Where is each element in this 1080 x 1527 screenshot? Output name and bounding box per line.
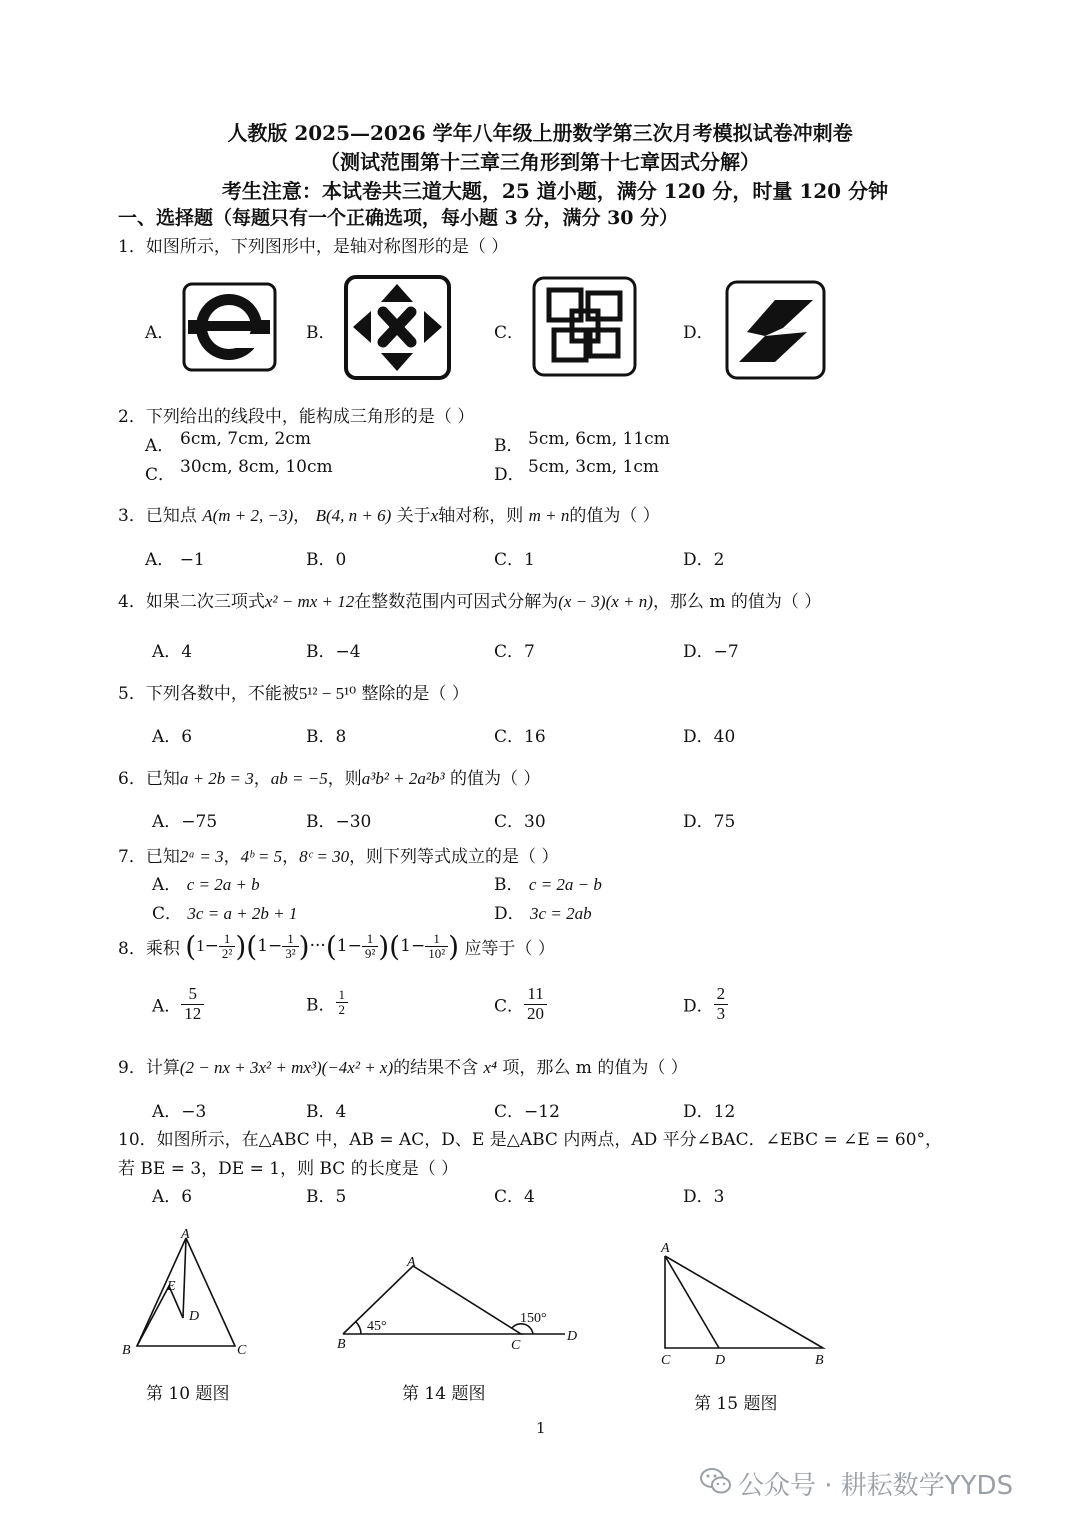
q4-option-d: D．−7 bbox=[683, 642, 739, 662]
q7-option-c: C． 3c = a + 2b + 1 bbox=[152, 904, 298, 924]
q6-option-b: B．−30 bbox=[306, 812, 372, 832]
q6-option-c: C．30 bbox=[494, 812, 546, 832]
figure-14-caption: 第 14 题图 bbox=[402, 1384, 486, 1404]
q3-expr: m + n bbox=[528, 506, 570, 525]
q7-option-d: D． 3c = 2ab bbox=[494, 904, 592, 924]
svg-text:D: D bbox=[189, 1309, 200, 1324]
page-number: 1 bbox=[536, 1419, 546, 1437]
figure-15-caption: 第 15 题图 bbox=[694, 1394, 778, 1414]
q5-expr: 5¹² − 5¹⁰ bbox=[298, 684, 357, 703]
s-shape-logo-icon bbox=[725, 280, 826, 380]
figure-10-caption: 第 10 题图 bbox=[146, 1384, 230, 1404]
q3-mid: 关于 bbox=[396, 506, 431, 526]
figure-14-diagram bbox=[333, 1252, 588, 1352]
q6-option-a: A．−75 bbox=[152, 812, 218, 832]
svg-text:C: C bbox=[511, 1338, 521, 1352]
q3-option-c: C．1 bbox=[494, 550, 535, 570]
svg-text:C: C bbox=[237, 1343, 247, 1358]
q2-option-b-label: B． bbox=[494, 436, 524, 456]
question-4-stem: 4．如果二次三项式x² − mx + 12在整数范围内可因式分解为(x − 3)(x + n)，那么 m 的值为（ ） bbox=[118, 592, 822, 612]
q2-option-d-label: D． bbox=[494, 465, 525, 485]
q2-option-b-text: 5cm, 6cm, 11cm bbox=[528, 429, 670, 449]
q3-end: 的值为（ ） bbox=[569, 506, 660, 526]
q2-option-c-text: 30cm, 8cm, 10cm bbox=[180, 457, 333, 477]
q7-option-b: B． c = 2a − b bbox=[494, 875, 602, 895]
question-9-stem: 9．计算(2 − nx + 3x² + mx³)(−4x² + x)的结果不含 x⁴ 项，那么 m 的值为（ ） bbox=[118, 1058, 688, 1078]
knot-square-logo-icon bbox=[532, 276, 637, 377]
figure-15-diagram bbox=[655, 1238, 835, 1368]
q4-option-a: A．4 bbox=[152, 642, 193, 662]
exam-scope: （测试范围第十三章三角形到第十七章因式分解） bbox=[320, 150, 760, 174]
question-7-stem: 7．已知2ᵃ = 3，4ᵇ = 5，8ᶜ = 30，则下列等式成立的是（ ） bbox=[118, 847, 559, 867]
q2-option-d-text: 5cm, 3cm, 1cm bbox=[528, 457, 659, 477]
question-2-stem: 2．下列给出的线段中，能构成三角形的是（ ） bbox=[118, 407, 475, 427]
q9-option-b: B．4 bbox=[306, 1102, 347, 1122]
arrows-x-logo-icon bbox=[343, 274, 452, 381]
question-10-line2: 若 BE = 3，DE = 1，则 BC 的长度是（ ） bbox=[118, 1159, 459, 1179]
svg-text:E: E bbox=[167, 1279, 176, 1294]
q5-option-b: B．8 bbox=[306, 727, 347, 747]
q1-option-b-label: B． bbox=[306, 323, 336, 343]
svg-text:C: C bbox=[661, 1353, 671, 1368]
question-5-stem: 5．下列各数中，不能被5¹² − 5¹⁰ 整除的是（ ） bbox=[118, 684, 469, 704]
q8-option-a: A． $\frac{5}{12}$ bbox=[152, 985, 204, 1023]
question-6-stem: 6．已知a + 2b = 3，ab = −5，则a³b² + 2a²b³ 的值为（ ） bbox=[118, 769, 541, 789]
q10-option-c: C．4 bbox=[494, 1187, 535, 1207]
section-heading: 一、选择题（每题只有一个正确选项，每小题 3 分，满分 30 分） bbox=[118, 207, 679, 229]
q5-option-c: C．16 bbox=[494, 727, 546, 747]
q10-option-d: D．3 bbox=[683, 1187, 725, 1207]
svg-text:A: A bbox=[181, 1227, 190, 1242]
svg-text:A: A bbox=[407, 1255, 416, 1270]
svg-text:45°: 45° bbox=[367, 1319, 387, 1334]
question-10-line1: 10．如图所示，在△ABC 中，AB = AC，D、E 是△ABC 内两点，AD 平分∠BAC．∠EBC = ∠E = 60°， bbox=[118, 1130, 943, 1150]
q8-option-b: B． $\frac{1}{2}$ bbox=[306, 988, 348, 1018]
q6-expr: a³b² + 2a²b³ bbox=[361, 769, 445, 788]
q3-tail: 轴对称，则 bbox=[438, 506, 524, 526]
watermark-text: 公众号 · 耕耘数学YYDS bbox=[738, 1471, 1014, 1501]
q3-option-b: B．0 bbox=[306, 550, 347, 570]
svg-text:D: D bbox=[715, 1353, 726, 1368]
q1-option-c-label: C． bbox=[494, 323, 525, 343]
question-3-stem: 3．已知点 A(m + 2, −3)， B(4, n + 6) 关于x轴对称，则 m + n的值为（ ） bbox=[118, 506, 660, 526]
q5-option-d: D．40 bbox=[683, 727, 736, 747]
svg-text:D: D bbox=[567, 1329, 578, 1344]
q10-option-b: B．5 bbox=[306, 1187, 347, 1207]
q9-option-d: D．12 bbox=[683, 1102, 736, 1122]
q3-point-b: B(4, n + 6) bbox=[315, 506, 392, 525]
svg-text:B: B bbox=[337, 1337, 346, 1352]
question-8-stem: 8．乘积 (1− $\frac{1}{\text{2²}}$ )(1− $\frac{1}{\text{3²}}$ )···(1− $\frac{1}{\text{9²}}$ )(1− $\frac{1}{\text{10²}}$ ) 应等于（ ） bbox=[118, 930, 555, 963]
svg-text:B: B bbox=[815, 1353, 824, 1368]
exam-title: 人教版 2025—2026 学年八年级上册数学第三次月考模拟试卷冲刺卷 bbox=[227, 121, 853, 145]
q4-option-c: C．7 bbox=[494, 642, 535, 662]
q7-option-a: A． c = 2a + b bbox=[152, 875, 260, 895]
exam-notice: 考生注意：本试卷共三道大题，25 道小题，满分 120 分，时量 120 分钟 bbox=[221, 179, 889, 203]
svg-text:A: A bbox=[661, 1241, 670, 1256]
q9-option-c: C．−12 bbox=[494, 1102, 560, 1122]
svg-text:B: B bbox=[122, 1343, 131, 1358]
q9-expr: (2 − nx + 3x² + mx³)(−4x² + x) bbox=[179, 1058, 394, 1077]
question-1-stem: 1．如图所示，下列图形中，是轴对称图形的是（ ） bbox=[118, 237, 509, 257]
q4-factored: (x − 3)(x + n) bbox=[558, 592, 653, 611]
q3-option-a: A． −1 bbox=[145, 550, 205, 570]
q9-option-a: A．−3 bbox=[152, 1102, 207, 1122]
q3-option-d: D．2 bbox=[683, 550, 725, 570]
q6-cond1: a + 2b = 3 bbox=[179, 769, 254, 788]
svg-text:150°: 150° bbox=[520, 1311, 547, 1326]
q4-poly: x² − mx + 12 bbox=[264, 592, 355, 611]
q3-lead: 3．已知点 bbox=[118, 506, 197, 526]
q4-option-b: B．−4 bbox=[306, 642, 361, 662]
q5-option-a: A．6 bbox=[152, 727, 193, 747]
letter-e-logo-icon bbox=[182, 282, 277, 372]
q3-point-a: A(m + 2, −3) bbox=[202, 506, 294, 525]
q3-axis: x bbox=[430, 506, 439, 525]
wechat-icon bbox=[700, 1466, 732, 1496]
q2-option-c-label: C． bbox=[145, 465, 176, 485]
q6-option-d: D．75 bbox=[683, 812, 736, 832]
q8-option-c: C． $\frac{11}{20}$ bbox=[494, 985, 547, 1023]
q1-option-d-label: D． bbox=[683, 323, 714, 343]
q6-cond2: ab = −5 bbox=[270, 769, 328, 788]
q10-option-a: A．6 bbox=[152, 1187, 193, 1207]
figure-10-diagram bbox=[115, 1222, 255, 1362]
q2-option-a-text: 6cm, 7cm, 2cm bbox=[180, 429, 311, 449]
q8-option-d: D． $\frac{2}{3}$ bbox=[683, 985, 728, 1023]
q1-option-a-label: A． bbox=[145, 323, 175, 343]
q2-option-a-label: A． bbox=[145, 436, 175, 456]
